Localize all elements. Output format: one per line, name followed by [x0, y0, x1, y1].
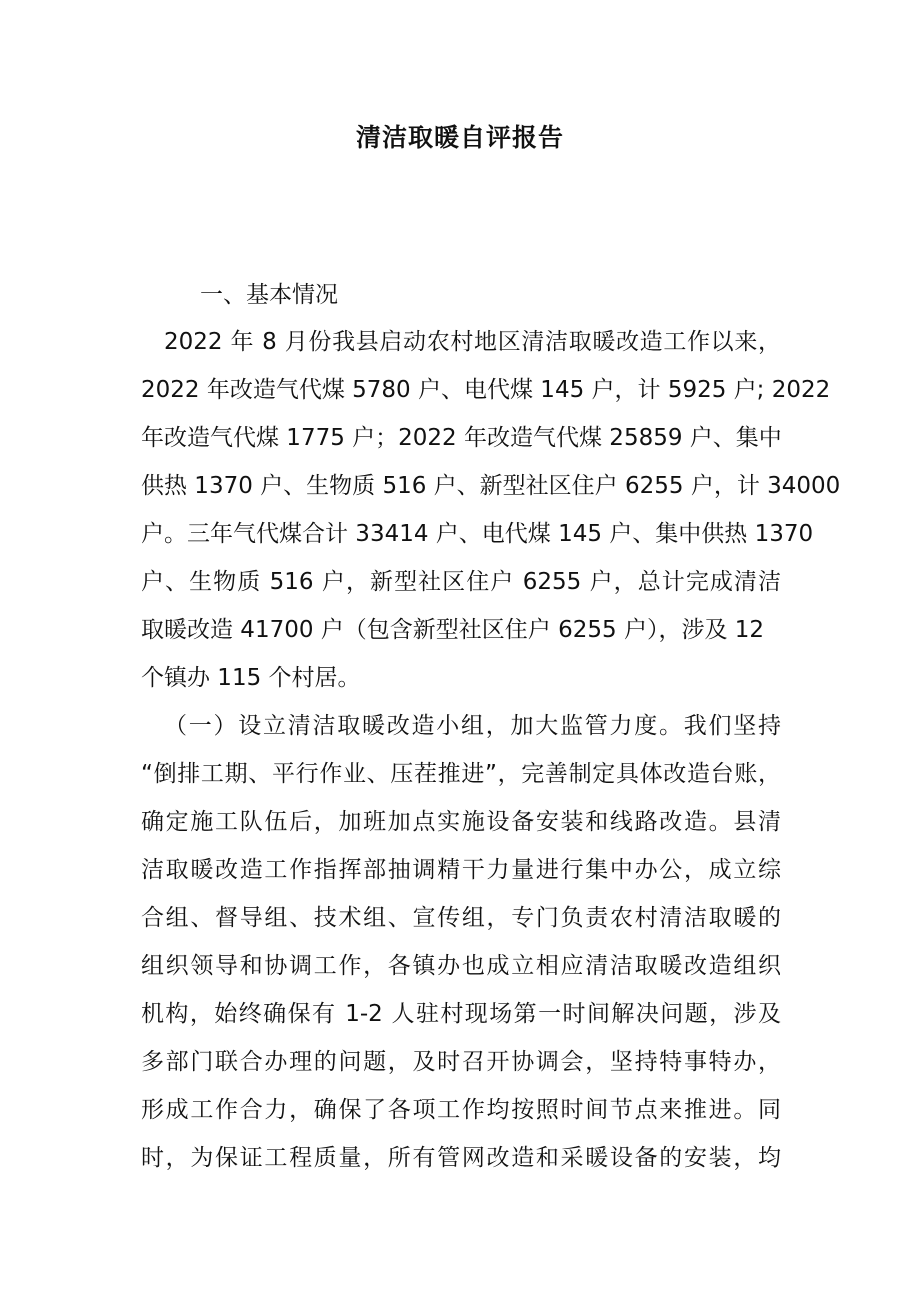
- paragraph-line: 2022 年 8 月份我县启动农村地区清洁取暖改造工作以来，: [164, 329, 781, 355]
- paragraph-line: 2022 年改造气代煤 5780 户、电代煤 145 户，计 5925 户; 2022: [141, 377, 831, 403]
- paragraph-line: 形成工作合力，确保了各项工作均按照时间节点来推进。同: [141, 1097, 781, 1123]
- paragraph-line: 个镇办 115 个村居。: [141, 665, 361, 691]
- paragraph-line: 取暖改造 41700 户（包含新型社区住户 6255 户），涉及 12: [141, 617, 765, 643]
- paragraph-line: 组织领导和协调工作，各镇办也成立相应清洁取暖改造组织: [141, 953, 781, 979]
- paragraph-line: 机构，始终确保有 1-2 人驻村现场第一时间解决问题，涉及: [141, 1001, 781, 1027]
- paragraph-line: （一）设立清洁取暖改造小组，加大监管力度。我们坚持: [164, 713, 781, 739]
- paragraph-line: 合组、督导组、技术组、宣传组，专门负责农村清洁取暖的: [141, 905, 781, 931]
- section-heading: 一、基本情况: [200, 282, 338, 308]
- paragraph-line: 年改造气代煤 1775 户；2022 年改造气代煤 25859 户、集中: [141, 425, 782, 451]
- paragraph-line: 洁取暖改造工作指挥部抽调精干力量进行集中办公，成立综: [141, 857, 781, 883]
- paragraph-line: 供热 1370 户、生物质 516 户、新型社区住户 6255 户，计 34000: [141, 473, 841, 499]
- paragraph-line: 户。三年气代煤合计 33414 户、电代煤 145 户、集中供热 1370: [141, 521, 814, 547]
- paragraph-line: 确定施工队伍后，加班加点实施设备安装和线路改造。县清: [141, 809, 781, 835]
- paragraph-line: 时，为保证工程质量，所有管网改造和采暖设备的安装，均: [141, 1145, 781, 1171]
- document-title: 清洁取暖自评报告: [355, 123, 564, 152]
- paragraph-line: “倒排工期、平行作业、压茬推进”，完善制定具体改造台账，: [141, 761, 781, 787]
- paragraph-line: 多部门联合办理的问题，及时召开协调会，坚持特事特办，: [141, 1049, 781, 1075]
- paragraph-line: 户、生物质 516 户，新型社区住户 6255 户，总计完成清洁: [141, 569, 781, 595]
